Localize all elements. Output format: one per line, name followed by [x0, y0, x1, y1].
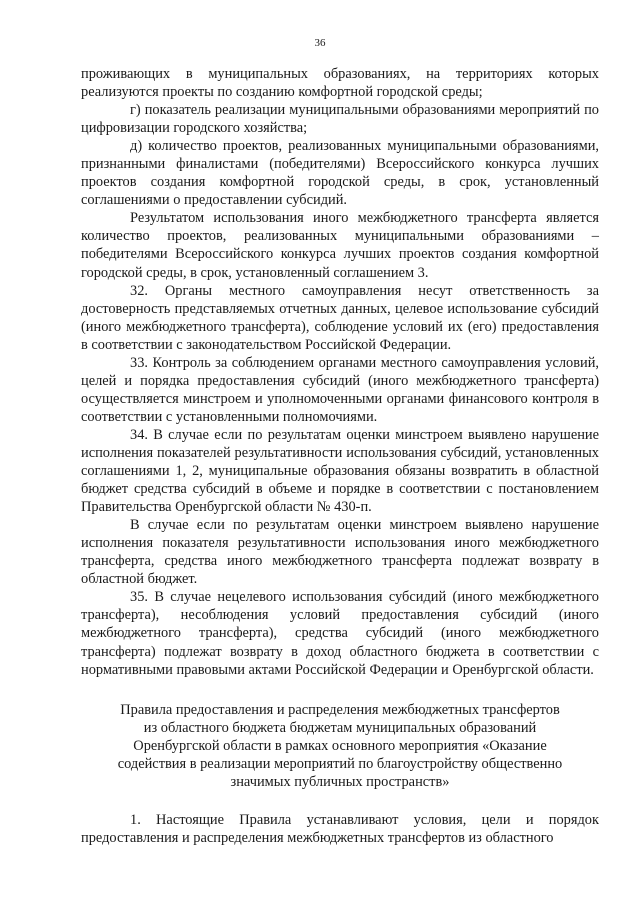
paragraph-continuation: проживающих в муниципальных образованиях, на территориях которых реализуются проекты по созданию комфортной городской среды; [81, 66, 599, 101]
paragraph-item-g: г) показатель реализации муниципальными образованиями мероприятий по цифровизации городского хозяйства; [81, 102, 599, 137]
paragraph-32: 32. Органы местного самоуправления несут ответственность за достоверность представляемых отчетных данных, целевое использование субсидий (иного межбюджетного трансферта), соблюдение условий их (его) предоставления в соответствии с законодательством Российской Федерации. [81, 282, 599, 353]
paragraph-result: Результатом использования иного межбюджетного трансферта является количество проектов, реализованных муниципальными образованиями – победителями Всероссийского конкурса лучших проектов создания комфортной городской среды, в срок, установленный соглашением 3. [81, 210, 599, 281]
paragraph-33: 33. Контроль за соблюдением органами местного самоуправления условий, целей и порядка предоставления субсидий (иного межбюджетного трансферта) осуществляется минстроем и уполномоченными органами финансового контроля в соответствии с установленными полномочиями. [81, 354, 599, 425]
paragraph-34-second: В случае если по результатам оценки минстроем выявлено нарушение исполнения показателя результативности использования иного межбюджетного трансферта, средства иного межбюджетного трансферта подлежат возврату в областной бюджет. [81, 517, 599, 588]
paragraph-35: 35. В случае нецелевого использования субсидий (иного межбюджетного трансферта), несоблюдения условий предоставления субсидий (иного межбюджетного трансферта), средства субсидий (иного межбюджетного трансферта) подлежат возврату в доход областного бюджета в соответствии с нормативными правовыми актами Российской Федерации и Оренбургской области. [81, 589, 599, 678]
page-number: 36 [314, 37, 326, 49]
paragraph-34: 34. В случае если по результатам оценки минстроем выявлено нарушение исполнения показателей результативности использования субсидий, установленных соглашениями 1, 2, муниципальные образования обязаны возвратить в областной бюджет средства субсидий в объеме и порядке в соответствии с постановлением Правительства Оренбургской области № 430-п. [81, 426, 599, 516]
section-title-line: из областного бюджета бюджетам муниципальных образований [143, 719, 537, 736]
paragraph-rules-1: 1. Настоящие Правила устанавливают условия, цели и порядок предоставления и распределения межбюджетных трансфертов из областного [81, 811, 599, 846]
section-title [81, 701, 599, 791]
section-title-line: Правила предоставления и распределения межбюджетных трансфертов [120, 701, 560, 718]
paragraph-item-d: д) количество проектов, реализованных муниципальными образованиями, признанными финалистами (победителями) Всероссийского конкурса лучших проектов создания комфортной городской среды, в срок, установленный соглашениями о предоставлении субсидий. [81, 138, 599, 209]
document-body [81, 65, 599, 847]
section-title-line: содействия в реализации мероприятий по благоустройству общественно [117, 755, 563, 772]
section-title-line: Оренбургской области в рамках основного мероприятия «Оказание [133, 737, 547, 754]
section-title-line: значимых публичных пространств» [230, 773, 450, 790]
